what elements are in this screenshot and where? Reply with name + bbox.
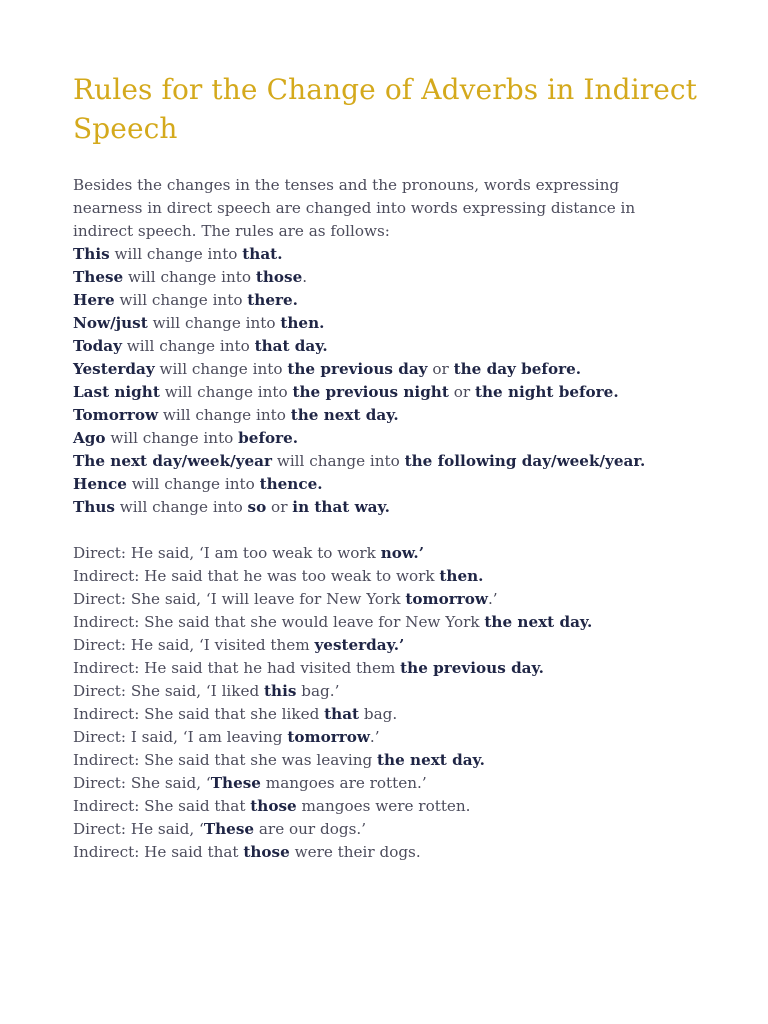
example-line <box>73 542 723 565</box>
bold-term: Ago <box>73 429 106 447</box>
document-page <box>73 70 723 864</box>
text-segment: will change into <box>158 406 291 424</box>
rule-line <box>73 473 723 496</box>
rule-line <box>73 496 723 519</box>
text-segment: . <box>302 268 308 286</box>
text-segment: mangoes are rotten.’ <box>260 774 427 792</box>
bold-term: before. <box>238 429 299 447</box>
bold-term: These <box>203 820 255 838</box>
text-segment: will change into <box>147 314 281 332</box>
text-segment: Indirect: She said that <box>73 797 251 815</box>
bold-term: Here <box>73 291 115 309</box>
text-segment: will change into <box>123 268 256 286</box>
text-segment: mangoes were rotten. <box>296 797 471 815</box>
bold-term: This <box>73 245 110 263</box>
rules-list <box>73 243 723 519</box>
example-line <box>73 588 723 611</box>
text-segment: .’ <box>369 728 380 746</box>
text-segment: or <box>266 498 293 516</box>
text-segment: .’ <box>487 590 498 608</box>
bold-term: the previous day. <box>400 659 544 677</box>
bold-term: Last night <box>73 383 160 401</box>
intro-paragraph <box>73 174 723 243</box>
bold-term: tomorrow <box>405 590 488 608</box>
bold-term: the day before. <box>453 360 582 378</box>
bold-term: there. <box>247 291 298 309</box>
bold-term: this <box>264 682 297 700</box>
rule-line <box>73 381 723 404</box>
bold-term: tomorrow <box>287 728 370 746</box>
text-segment: will change into <box>154 360 288 378</box>
bold-term: the night before. <box>474 383 619 401</box>
bold-term: the previous day <box>287 360 428 378</box>
example-line <box>73 841 723 864</box>
example-line <box>73 680 723 703</box>
rule-line <box>73 289 723 312</box>
example-line <box>73 795 723 818</box>
text-segment: Indirect: She said that she liked <box>73 705 325 723</box>
bold-term: The next day/week/year <box>73 452 272 470</box>
text-segment: Direct: She said, ‘I will leave for New York <box>73 590 406 608</box>
bold-term: the next day. <box>484 613 593 631</box>
intro-line: Besides the changes in the tenses and the pronouns, words expressing <box>73 176 620 194</box>
bold-term: These <box>73 268 124 286</box>
text-segment: Indirect: She said that she was leaving <box>73 751 378 769</box>
bold-term: that day. <box>254 337 328 355</box>
bold-term: Thus <box>73 498 115 516</box>
text-segment: Direct: She said, ‘I liked <box>73 682 265 700</box>
bold-term: Hence <box>73 475 127 493</box>
text-segment: Indirect: She said that she would leave for New York <box>73 613 485 631</box>
bold-term: now.’ <box>380 544 425 562</box>
text-segment: will change into <box>109 245 243 263</box>
bold-term: those <box>243 843 290 861</box>
rule-line <box>73 358 723 381</box>
section-gap <box>73 519 723 542</box>
text-segment: Direct: She said, ‘ <box>73 774 211 792</box>
text-segment: Indirect: He said that he was too weak to work <box>73 567 440 585</box>
bold-term: Yesterday <box>73 360 155 378</box>
text-segment: bag.’ <box>296 682 340 700</box>
text-segment: are our dogs.’ <box>254 820 367 838</box>
text-segment: will change into <box>114 498 248 516</box>
example-line <box>73 657 723 680</box>
text-segment: Indirect: He said that he had visited them <box>73 659 401 677</box>
rule-line <box>73 404 723 427</box>
bold-term: that <box>324 705 360 723</box>
bold-term: those <box>250 797 297 815</box>
text-segment: Direct: He said, ‘ <box>73 820 204 838</box>
text-segment: will change into <box>121 337 255 355</box>
example-line <box>73 749 723 772</box>
text-segment: were their dogs. <box>289 843 421 861</box>
bold-term: Today <box>73 337 122 355</box>
bold-term: the next day. <box>377 751 485 769</box>
bold-term: then. <box>439 567 484 585</box>
bold-term: in that way. <box>292 498 390 516</box>
bold-term: These <box>210 774 261 792</box>
rule-line <box>73 312 723 335</box>
text-segment: bag. <box>359 705 398 723</box>
text-segment: or <box>427 360 454 378</box>
rule-line <box>73 335 723 358</box>
bold-term: the previous night <box>292 383 449 401</box>
rule-line <box>73 243 723 266</box>
bold-term: the following day/week/year. <box>404 452 646 470</box>
bold-term: thence. <box>259 475 323 493</box>
text-segment: will change into <box>126 475 260 493</box>
example-line <box>73 772 723 795</box>
text-segment: will change into <box>105 429 239 447</box>
bold-term: those <box>255 268 303 286</box>
bold-term: the next day. <box>290 406 399 424</box>
bold-term: Tomorrow <box>73 406 159 424</box>
bold-term: then. <box>280 314 325 332</box>
example-line <box>73 726 723 749</box>
rule-line <box>73 266 723 289</box>
bold-term: that. <box>242 245 283 263</box>
rule-line <box>73 427 723 450</box>
example-line <box>73 818 723 841</box>
text-segment: will change into <box>272 452 405 470</box>
text-segment: will change into <box>114 291 248 309</box>
text-segment: or <box>448 383 475 401</box>
intro-line: indirect speech. The rules are as follows: <box>73 222 390 240</box>
intro-line: nearness in direct speech are changed into words expressing distance in <box>73 199 636 217</box>
text-segment: will change into <box>159 383 293 401</box>
text-segment: Direct: I said, ‘I am leaving <box>73 728 288 746</box>
example-line <box>73 634 723 657</box>
example-line <box>73 565 723 588</box>
text-segment: Direct: He said, ‘I am too weak to work <box>73 544 381 562</box>
example-line <box>73 611 723 634</box>
bold-term: so <box>247 498 267 516</box>
examples-list <box>73 542 723 864</box>
rule-line <box>73 450 723 473</box>
bold-term: yesterday.’ <box>314 636 405 654</box>
bold-term: Now/just <box>73 314 148 332</box>
text-segment: Indirect: He said that <box>73 843 244 861</box>
text-segment: Direct: He said, ‘I visited them <box>73 636 315 654</box>
example-line <box>73 703 723 726</box>
page-title: Rules for the Change of Adverbs in Indirect Speech <box>73 73 698 145</box>
